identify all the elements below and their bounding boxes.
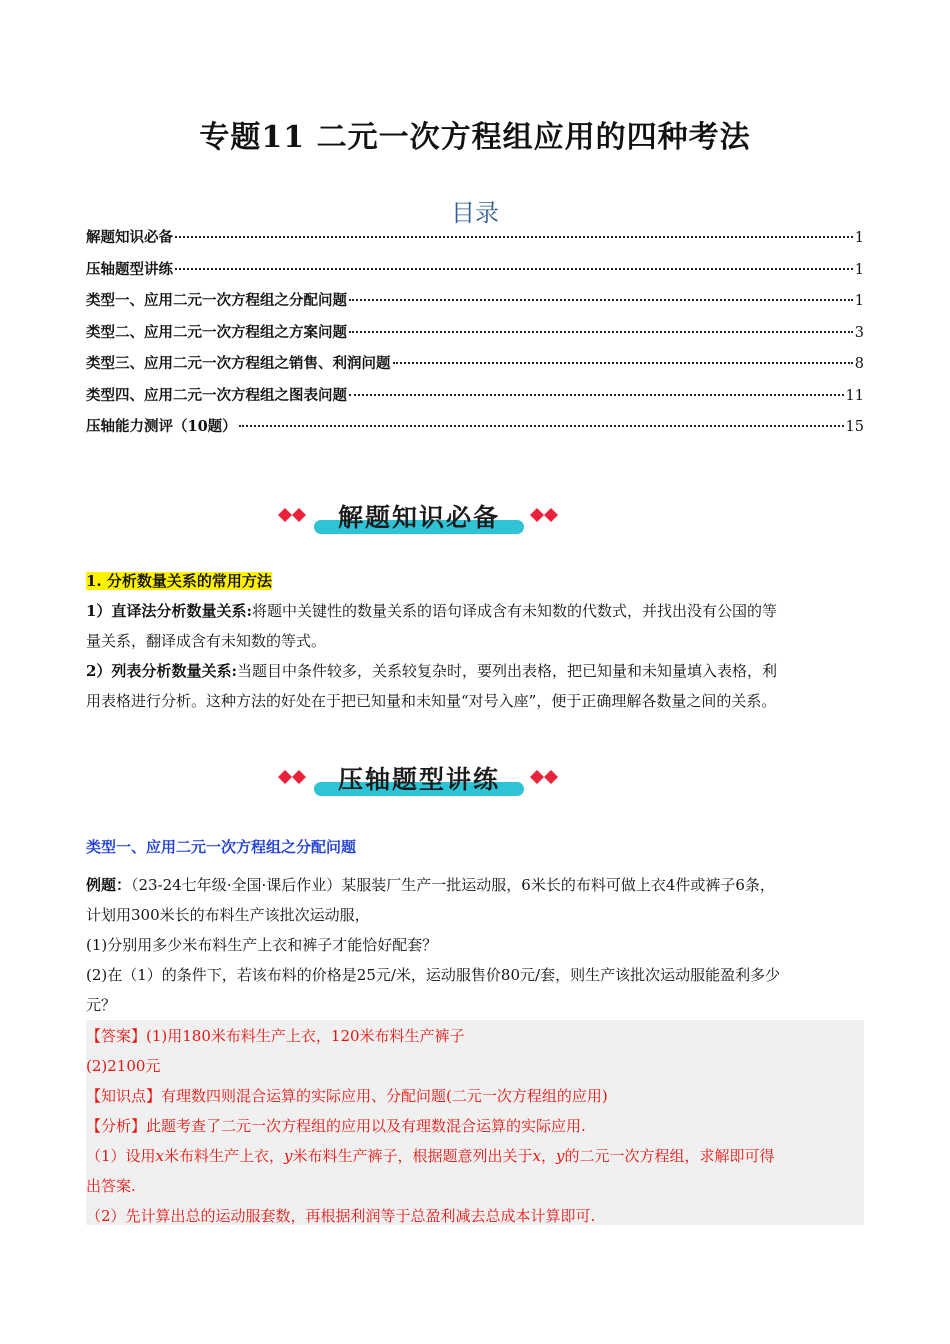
toc-heading: 目录 (451, 199, 499, 227)
toc-item[interactable] (86, 384, 864, 416)
section-banner-knowledge (276, 498, 566, 544)
toc-leader (175, 236, 853, 238)
toc-item[interactable] (86, 258, 864, 290)
method1-text: 将题中关键性的数量关系的语句译成含有未知数的代数式，并找出没有公国的等 (251, 602, 777, 620)
toc-item-page: 3 (854, 324, 864, 341)
method2-text: 当题目中条件较多，关系较复杂时，要列出表格，把已知量和未知量填入表格，利 (236, 662, 777, 680)
example-section (86, 870, 864, 1020)
variable-y: y (284, 1147, 293, 1165)
toc-item-label: 类型二、应用二元一次方程组之方案问题 (86, 323, 347, 341)
analysis-step-1-text: ， (541, 1147, 557, 1165)
toc-leader (349, 299, 853, 301)
method1-text-cont: 量关系，翻译成含有未知数的等式。 (86, 632, 327, 650)
answer-2: (2)2100元 (86, 1057, 161, 1075)
toc-leader (349, 331, 853, 333)
diamond-decoration-icon (528, 506, 562, 526)
analysis-step-2: （2）先计算出总的运动服套数，再根据利润等于总盈利减去总成本计算即可. (86, 1207, 596, 1225)
page-title: 专题11 二元一次方程组应用的四种考法 (199, 120, 751, 155)
toc-item-label: 类型三、应用二元一次方程组之销售、利润问题 (86, 355, 391, 372)
toc-leader (239, 425, 844, 427)
toc-item-page: 15 (845, 419, 864, 435)
section-banner-practice (276, 760, 566, 806)
toc-item[interactable] (86, 415, 864, 447)
variable-x: x (532, 1147, 541, 1165)
toc-item-page: 11 (845, 387, 864, 404)
table-of-contents (86, 226, 864, 447)
toc-item-label: 类型一、应用二元一次方程组之分配问题 (86, 292, 347, 309)
example-text-cont: 计划用300米长的布料生产该批次运动服， (86, 906, 370, 924)
banner-label: 解题知识必备 (337, 503, 500, 532)
toc-leader (175, 268, 853, 270)
type1-heading: 类型一、应用二元一次方程组之分配问题 (86, 838, 357, 856)
toc-item-page: 1 (854, 230, 864, 246)
analysis-step-1-text: 米布料生产上衣， (164, 1147, 285, 1165)
knowledge-heading: 1. 分析数量关系的常用方法 (86, 572, 272, 590)
analysis-step-1 (86, 1141, 864, 1171)
answer-1: (1)用180米布料生产上衣，120米布料生产裤子 (146, 1027, 465, 1045)
toc-item-label: 压轴能力测评（10题） (86, 418, 237, 435)
toc-item-page: 1 (854, 293, 864, 309)
knowledge-point-tag: 【知识点】 (86, 1087, 162, 1105)
knowledge-section (86, 566, 864, 716)
variable-x: x (155, 1147, 165, 1165)
knowledge-point-text: 有理数四则混合运算的实际应用、分配问题(二元一次方程组的应用) (161, 1087, 608, 1105)
toc-item[interactable] (86, 226, 864, 258)
toc-item[interactable] (86, 352, 864, 384)
diamond-decoration-icon (276, 768, 310, 788)
analysis-text: 此题考查了二元一次方程组的应用以及有理数混合运算的实际应用. (146, 1117, 586, 1135)
diamond-decoration-icon (528, 768, 562, 788)
toc-item[interactable] (86, 289, 864, 321)
answer-section (86, 1021, 864, 1231)
method2-label: 2）列表分析数量关系: (86, 662, 237, 680)
toc-item-page: 1 (854, 261, 864, 278)
toc-item-label: 类型四、应用二元一次方程组之图表问题 (86, 386, 347, 404)
analysis-step-1-cont: 出答案. (86, 1177, 136, 1195)
banner-label: 压轴题型讲练 (337, 765, 500, 794)
method2-text-cont: 用表格进行分析。这种方法的好处在于把已知量和未知量“对号入座”，便于正确理解各数量之间的关系。 (86, 692, 777, 710)
example-label: 例题： (86, 876, 132, 894)
question-2: (2)在（1）的条件下，若该布料的价格是25元/米，运动服售价80元/套，则生产该批次运动服能盈利多少 (86, 966, 781, 984)
diamond-decoration-icon (276, 506, 310, 526)
variable-y: y (556, 1147, 565, 1165)
toc-leader (349, 394, 844, 396)
toc-item-label: 解题知识必备 (86, 229, 173, 246)
analysis-step-1-text: （1）设用 (86, 1147, 156, 1165)
analysis-step-1-text: 的二元一次方程组，求解即可得 (564, 1147, 775, 1165)
analysis-tag: 【分析】 (86, 1117, 147, 1135)
toc-item[interactable] (86, 321, 864, 353)
question-2-cont: 元？ (86, 996, 117, 1014)
example-text: （23-24七年级·全国·课后作业）某服装厂生产一批运动服，6米长的布料可做上衣4件或裤子6条， (131, 876, 775, 894)
toc-item-page: 8 (854, 356, 864, 372)
method1-label: 1）直译法分析数量关系: (86, 602, 252, 620)
toc-leader (393, 362, 853, 364)
toc-item-label: 压轴题型讲练 (86, 260, 173, 278)
answer-tag: 【答案】 (86, 1027, 147, 1045)
question-1: (1)分别用多少米布料生产上衣和裤子才能恰好配套？ (86, 936, 438, 954)
analysis-step-1-text: 米布料生产裤子，根据题意列出关于 (292, 1147, 533, 1165)
